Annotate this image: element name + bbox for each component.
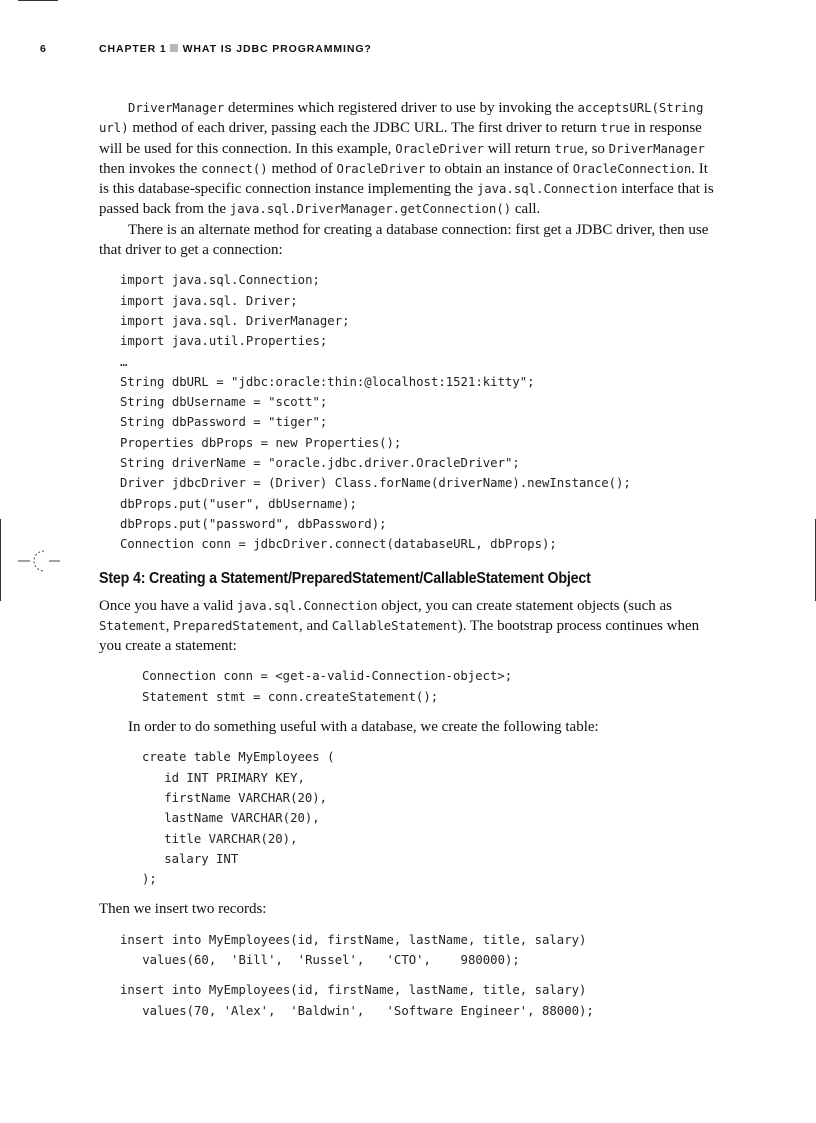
inline-code: acceptsURL(String url) xyxy=(99,101,704,136)
chapter-name: WHAT IS JDBC PROGRAMMING? xyxy=(182,43,372,55)
text-run: determines which registered driver to use by invoking the xyxy=(224,100,578,116)
paragraph-create-table xyxy=(99,717,719,737)
running-header xyxy=(0,43,816,59)
text-run: , and xyxy=(299,617,332,634)
crop-mark-left xyxy=(0,519,1,601)
paragraph-statement-objects xyxy=(99,596,719,657)
separator-square-icon xyxy=(170,44,178,52)
text-run: , so xyxy=(584,140,609,157)
text-run: . It is this database-specific connection instance implementing the xyxy=(99,160,708,198)
page-body xyxy=(99,98,719,1021)
chapter-label: CHAPTER 1 xyxy=(99,43,167,55)
inline-code: true xyxy=(554,141,585,156)
inline-code: CallableStatement xyxy=(331,618,458,633)
inline-code: true xyxy=(600,121,631,136)
inline-code: PreparedStatement xyxy=(173,618,299,633)
inline-code: OracleDriver xyxy=(336,161,426,176)
inline-code: OracleDriver xyxy=(395,141,485,156)
page-number: 6 xyxy=(40,43,47,55)
text-run: to obtain an instance of xyxy=(425,160,573,177)
text-run: Once you have a valid xyxy=(99,597,237,614)
inline-code: DriverManager xyxy=(608,141,705,156)
inline-code: java.sql.DriverManager.getConnection() xyxy=(229,202,512,217)
text-run: object, you can create statement objects (such as xyxy=(377,597,673,614)
paragraph-insert-records xyxy=(99,899,719,919)
inline-code: java.sql.Connection xyxy=(476,182,618,197)
registration-mark-icon xyxy=(18,549,62,579)
code-block-insert-2: insert into MyEmployees(id, firstName, lastName, title, salary) values(70, 'Alex', 'Baldwin', 'Software Engineer', 88000); xyxy=(120,983,594,1018)
code-block-create-table: create table MyEmployees ( id INT PRIMARY KEY, firstName VARCHAR(20), lastName VARCHAR(20), title VARCHAR(20), salary INT ); xyxy=(142,750,335,887)
inline-code: java.sql.Connection xyxy=(236,598,378,613)
code-block-insert-1: insert into MyEmployees(id, firstName, lastName, title, salary) values(60, 'Bill', 'Russel', 'CTO', 980000); xyxy=(120,932,587,967)
inline-code: connect() xyxy=(201,161,268,176)
code-block-statement: Connection conn = <get-a-valid-Connection-object>; Statement stmt = conn.createStatement(); xyxy=(142,669,513,704)
inline-code: OracleConnection xyxy=(572,161,692,176)
code-block-connection: import java.sql.Connection; import java.sql. Driver; import java.sql. DriverManager; import java.util.Properties; … String dbURL = "jdbc:oracle:thin:@localhost:1521:kitty"; String dbUsername = "scott"; String dbPassword = "tiger"; Properties dbProps = new Properties(); String driverName = "oracle.jdbc.driver.OracleDriver"; Driver jdbcDriver = (Driver) Class.forName(driverName).newInstance(); dbProps.put("user", dbUsername); dbProps.put("password", dbPassword); Connection conn = jdbcDriver.connect(databaseURL, dbProps); xyxy=(120,273,631,552)
inline-code: Statement xyxy=(99,618,166,633)
text-run: method of xyxy=(267,160,337,177)
text-run: in response will be used for this connection. In this example, xyxy=(99,120,702,157)
text-run: will return xyxy=(484,140,555,157)
inline-code: DriverManager xyxy=(128,101,225,115)
text-run: , xyxy=(165,617,174,634)
text-run: ). The bootstrap process continues when you create a statement: xyxy=(99,617,700,655)
text-run: interface that is passed back from the xyxy=(99,181,714,218)
text-run: Then we insert two records: xyxy=(99,901,267,918)
paragraph-drivermanager xyxy=(99,98,719,220)
text-run: then invokes the xyxy=(99,160,202,177)
text-run: There is an alternate method for creating a database connection: first get a JDBC driver, then use that driver to get a connection: xyxy=(99,221,709,259)
text-run: method of each driver, passing each the JDBC URL. The first driver to return xyxy=(128,120,601,137)
paragraph-alternate-method xyxy=(99,220,719,261)
text-run: In order to do something useful with a database, we create the following table: xyxy=(128,719,599,736)
top-rule xyxy=(18,0,58,1)
chapter-title xyxy=(99,43,372,55)
section-heading-step4: Step 4: Creating a Statement/PreparedStatement/CallableStatement Object xyxy=(99,569,591,587)
text-run: call. xyxy=(511,201,541,218)
